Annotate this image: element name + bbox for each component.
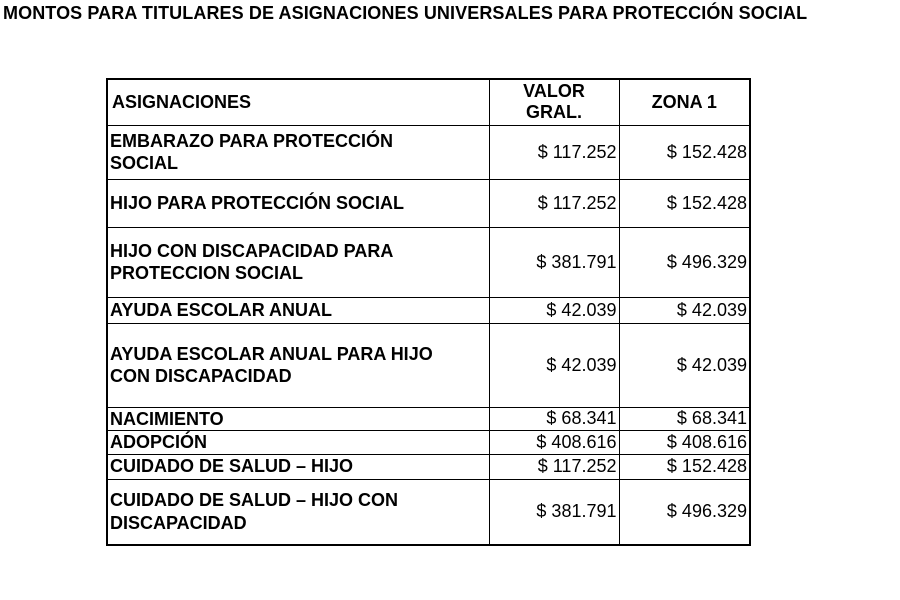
row-zona-1: $ 152.428 bbox=[619, 179, 750, 227]
row-name bbox=[107, 125, 489, 179]
row-valor-gral: $ 117.252 bbox=[489, 454, 619, 479]
row-name bbox=[107, 479, 489, 545]
table-row bbox=[107, 407, 750, 431]
row-name bbox=[107, 227, 489, 297]
row-zona-1: $ 42.039 bbox=[619, 323, 750, 407]
row-name bbox=[107, 323, 489, 407]
header-zona-1: ZONA 1 bbox=[619, 79, 750, 125]
page-title: MONTOS PARA TITULARES DE ASIGNACIONES UNIVERSALES PARA PROTECCIÓN SOCIAL bbox=[3, 3, 808, 23]
row-name-line1: EMBARAZO PARA PROTECCIÓN bbox=[110, 130, 393, 151]
row-name-line2: PROTECCION SOCIAL bbox=[110, 263, 304, 283]
row-name-line2: SOCIAL bbox=[110, 153, 179, 173]
row-zona-1: $ 152.428 bbox=[619, 125, 750, 179]
row-zona-1: $ 42.039 bbox=[619, 297, 750, 323]
row-name-line1: CUIDADO DE SALUD – HIJO CON bbox=[110, 490, 399, 511]
table-row bbox=[107, 454, 750, 479]
row-valor-gral: $ 381.791 bbox=[489, 227, 619, 297]
row-name: AYUDA ESCOLAR ANUAL bbox=[107, 297, 489, 323]
row-valor-gral: $ 117.252 bbox=[489, 125, 619, 179]
row-name: ADOPCIÓN bbox=[107, 431, 489, 455]
table-row bbox=[107, 431, 750, 455]
table-header-row bbox=[107, 79, 750, 125]
row-valor-gral: $ 408.616 bbox=[489, 431, 619, 455]
row-name-line2: DISCAPACIDAD bbox=[110, 512, 247, 533]
table-row bbox=[107, 125, 750, 179]
row-zona-1: $ 152.428 bbox=[619, 454, 750, 479]
row-valor-gral: $ 42.039 bbox=[489, 297, 619, 323]
header-asignaciones: ASIGNACIONES bbox=[107, 79, 489, 125]
row-name-line2: CON DISCAPACIDAD bbox=[110, 366, 292, 386]
row-zona-1: $ 408.616 bbox=[619, 431, 750, 455]
row-valor-gral: $ 381.791 bbox=[489, 479, 619, 545]
header-valor-line2: GRAL. bbox=[526, 102, 582, 123]
header-valor-gral bbox=[489, 79, 619, 125]
row-zona-1: $ 496.329 bbox=[619, 479, 750, 545]
row-name: HIJO PARA PROTECCIÓN SOCIAL bbox=[107, 179, 489, 227]
table-row bbox=[107, 227, 750, 297]
header-valor-line1: VALOR bbox=[523, 81, 585, 102]
row-zona-1: $ 496.329 bbox=[619, 227, 750, 297]
row-name-line1: HIJO CON DISCAPACIDAD PARA bbox=[110, 240, 394, 261]
table-row bbox=[107, 323, 750, 407]
amounts-table bbox=[106, 78, 751, 546]
row-valor-gral: $ 117.252 bbox=[489, 179, 619, 227]
row-name: CUIDADO DE SALUD – HIJO bbox=[107, 454, 489, 479]
table-row bbox=[107, 479, 750, 545]
table-row bbox=[107, 297, 750, 323]
row-valor-gral: $ 68.341 bbox=[489, 407, 619, 431]
row-name-line1: AYUDA ESCOLAR ANUAL PARA HIJO bbox=[110, 343, 433, 364]
row-zona-1: $ 68.341 bbox=[619, 407, 750, 431]
row-valor-gral: $ 42.039 bbox=[489, 323, 619, 407]
row-name: NACIMIENTO bbox=[107, 407, 489, 431]
table-row bbox=[107, 179, 750, 227]
